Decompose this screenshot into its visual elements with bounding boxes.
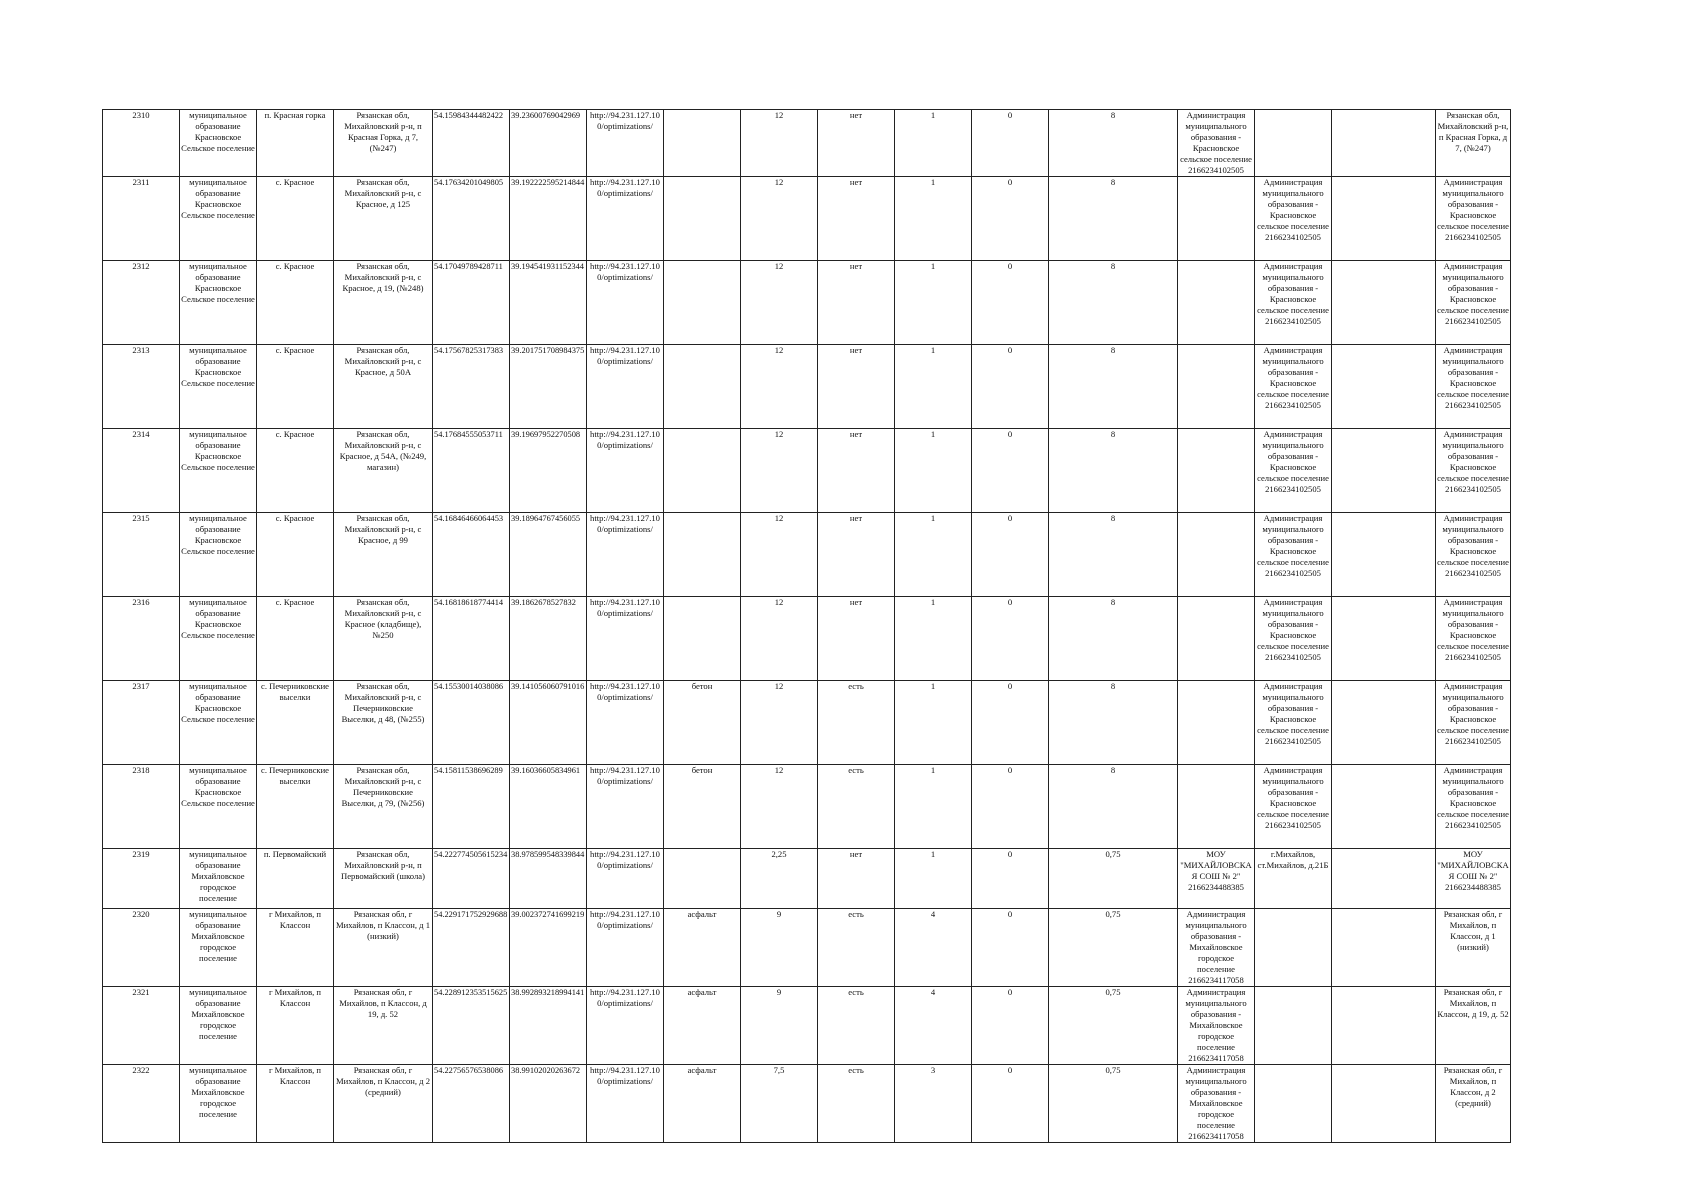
cell-id: 2320 bbox=[103, 909, 180, 987]
cell-url: http://94.231.127.100/optimizations/ bbox=[587, 681, 664, 765]
cell-settlement: с. Красное bbox=[257, 597, 334, 681]
cell-address: Рязанская обл, Михайловский р-н, с Печерниковские Выселки, д 79, (№256) bbox=[334, 765, 433, 849]
cell-latitude: 54.17634201049805 bbox=[433, 177, 510, 261]
cell-count-3: 0,75 bbox=[1049, 849, 1178, 909]
cell-organization: Администрация муниципального образования - Красновское сельское поселение 2166234102505 bbox=[1255, 345, 1332, 429]
cell-count-3: 8 bbox=[1049, 765, 1178, 849]
cell-count-2: 0 bbox=[972, 597, 1049, 681]
cell-settlement: с. Красное bbox=[257, 177, 334, 261]
cell-url: http://94.231.127.100/optimizations/ bbox=[587, 765, 664, 849]
table-row bbox=[103, 513, 1511, 597]
cell-count-2: 0 bbox=[972, 177, 1049, 261]
cell-count-3: 8 bbox=[1049, 513, 1178, 597]
cell-longitude: 39.19697952270508 bbox=[510, 429, 587, 513]
cell-cover bbox=[664, 110, 741, 177]
cell-settlement: с. Красное bbox=[257, 429, 334, 513]
cell-fence: нет bbox=[818, 177, 895, 261]
cell-url: http://94.231.127.100/optimizations/ bbox=[587, 597, 664, 681]
cell-id: 2314 bbox=[103, 429, 180, 513]
cell-area: 12 bbox=[741, 345, 818, 429]
cell-area: 12 bbox=[741, 429, 818, 513]
cell-organization: Администрация муниципального образования - Красновское сельское поселение 2166234102505 bbox=[1255, 261, 1332, 345]
cell-organization: Администрация муниципального образования - Красновское сельское поселение 2166234102505 bbox=[1255, 513, 1332, 597]
cell-address: Рязанская обл, г Михайлов, п Классон, д 19, д. 52 bbox=[334, 987, 433, 1065]
cell-area: 12 bbox=[741, 110, 818, 177]
table-row bbox=[103, 345, 1511, 429]
cell-count-2: 0 bbox=[972, 513, 1049, 597]
cell-extra bbox=[1332, 597, 1436, 681]
cell-count-2: 0 bbox=[972, 429, 1049, 513]
cell-settlement: с. Красное bbox=[257, 513, 334, 597]
cell-source: Администрация муниципального образования - Красновское сельское поселение 2166234102505 bbox=[1436, 513, 1511, 597]
table-row bbox=[103, 177, 1511, 261]
cell-extra bbox=[1332, 849, 1436, 909]
cell-settlement: с. Печерниковские выселки bbox=[257, 681, 334, 765]
cell-address: Рязанская обл, Михайловский р-н, с Красное, д 54А, (№249, магазин) bbox=[334, 429, 433, 513]
cell-extra bbox=[1332, 177, 1436, 261]
cell-owner bbox=[1178, 597, 1255, 681]
cell-settlement: г Михайлов, п Классон bbox=[257, 909, 334, 987]
cell-extra bbox=[1332, 429, 1436, 513]
cell-fence: нет bbox=[818, 597, 895, 681]
cell-latitude: 54.229171752929688 bbox=[433, 909, 510, 987]
cell-organization: Администрация муниципального образования - Красновское сельское поселение 2166234102505 bbox=[1255, 177, 1332, 261]
cell-fence: нет bbox=[818, 849, 895, 909]
table-body bbox=[103, 110, 1511, 1143]
cell-settlement: с. Красное bbox=[257, 261, 334, 345]
cell-address: Рязанская обл, г Михайлов, п Классон, д 2 (средний) bbox=[334, 1065, 433, 1143]
cell-source: МОУ "МИХАЙЛОВСКАЯ СОШ № 2" 2166234488385 bbox=[1436, 849, 1511, 909]
cell-organization bbox=[1255, 909, 1332, 987]
cell-latitude: 54.15811538696289 bbox=[433, 765, 510, 849]
cell-extra bbox=[1332, 987, 1436, 1065]
cell-municipality: муниципальное образование Красновское Сельское поселение bbox=[180, 345, 257, 429]
cell-count-3: 8 bbox=[1049, 261, 1178, 345]
cell-url: http://94.231.127.100/optimizations/ bbox=[587, 261, 664, 345]
cell-extra bbox=[1332, 681, 1436, 765]
cell-longitude: 38.978599548339844 bbox=[510, 849, 587, 909]
cell-cover: асфальт bbox=[664, 987, 741, 1065]
cell-owner: Администрация муниципального образования - Михайловское городское поселение 2166234117058 bbox=[1178, 1065, 1255, 1143]
cell-organization bbox=[1255, 110, 1332, 177]
table-row bbox=[103, 1065, 1511, 1143]
cell-id: 2317 bbox=[103, 681, 180, 765]
cell-fence: нет bbox=[818, 110, 895, 177]
cell-owner: Администрация муниципального образования - Красновское сельское поселение 2166234102505 bbox=[1178, 110, 1255, 177]
cell-address: Рязанская обл, Михайловский р-н, с Печерниковские Выселки, д 48, (№255) bbox=[334, 681, 433, 765]
cell-address: Рязанская обл, Михайловский р-н, п Первомайский (школа) bbox=[334, 849, 433, 909]
cell-address: Рязанская обл, Михайловский р-н, с Красное, д 99 bbox=[334, 513, 433, 597]
cell-settlement: с. Красное bbox=[257, 345, 334, 429]
cell-organization: Администрация муниципального образования - Красновское сельское поселение 2166234102505 bbox=[1255, 429, 1332, 513]
cell-count-3: 8 bbox=[1049, 429, 1178, 513]
cell-municipality: муниципальное образование Красновское Сельское поселение bbox=[180, 597, 257, 681]
cell-count-3: 8 bbox=[1049, 597, 1178, 681]
cell-owner: Администрация муниципального образования - Михайловское городское поселение 2166234117058 bbox=[1178, 987, 1255, 1065]
cell-municipality: муниципальное образование Михайловское городское поселение bbox=[180, 1065, 257, 1143]
cell-source: Администрация муниципального образования - Красновское сельское поселение 2166234102505 bbox=[1436, 681, 1511, 765]
cell-id: 2315 bbox=[103, 513, 180, 597]
cell-count-1: 1 bbox=[895, 681, 972, 765]
cell-municipality: муниципальное образование Красновское Сельское поселение bbox=[180, 765, 257, 849]
cell-count-1: 1 bbox=[895, 110, 972, 177]
cell-longitude: 39.194541931152344 bbox=[510, 261, 587, 345]
cell-owner bbox=[1178, 261, 1255, 345]
cell-source: Рязанская обл, г Михайлов, п Классон, д 2 (средний) bbox=[1436, 1065, 1511, 1143]
cell-fence: есть bbox=[818, 909, 895, 987]
cell-settlement: п. Первомайский bbox=[257, 849, 334, 909]
cell-longitude: 38.992893218994141 bbox=[510, 987, 587, 1065]
cell-id: 2313 bbox=[103, 345, 180, 429]
cell-count-1: 1 bbox=[895, 597, 972, 681]
cell-count-1: 1 bbox=[895, 765, 972, 849]
cell-latitude: 54.16818618774414 bbox=[433, 597, 510, 681]
cell-id: 2312 bbox=[103, 261, 180, 345]
cell-count-1: 1 bbox=[895, 261, 972, 345]
cell-owner bbox=[1178, 513, 1255, 597]
cell-address: Рязанская обл, Михайловский р-н, п Красная Горка, д 7, (№247) bbox=[334, 110, 433, 177]
cell-owner bbox=[1178, 345, 1255, 429]
cell-longitude: 39.1862678527832 bbox=[510, 597, 587, 681]
cell-url: http://94.231.127.100/optimizations/ bbox=[587, 1065, 664, 1143]
cell-settlement: г Михайлов, п Классон bbox=[257, 1065, 334, 1143]
cell-area: 9 bbox=[741, 987, 818, 1065]
cell-id: 2310 bbox=[103, 110, 180, 177]
cell-count-2: 0 bbox=[972, 849, 1049, 909]
cell-extra bbox=[1332, 261, 1436, 345]
cell-extra bbox=[1332, 1065, 1436, 1143]
cell-latitude: 54.17684555053711 bbox=[433, 429, 510, 513]
cell-fence: есть bbox=[818, 1065, 895, 1143]
cell-longitude: 38.99102020263672 bbox=[510, 1065, 587, 1143]
cell-source: Рязанская обл, Михайловский р-н, п Красная Горка, д 7, (№247) bbox=[1436, 110, 1511, 177]
cell-id: 2316 bbox=[103, 597, 180, 681]
cell-organization bbox=[1255, 987, 1332, 1065]
cell-source: Администрация муниципального образования - Красновское сельское поселение 2166234102505 bbox=[1436, 765, 1511, 849]
cell-extra bbox=[1332, 110, 1436, 177]
cell-organization: Администрация муниципального образования - Красновское сельское поселение 2166234102505 bbox=[1255, 597, 1332, 681]
cell-url: http://94.231.127.100/optimizations/ bbox=[587, 987, 664, 1065]
document-sheet bbox=[102, 109, 1511, 1143]
cell-area: 12 bbox=[741, 597, 818, 681]
cell-count-3: 8 bbox=[1049, 345, 1178, 429]
cell-area: 12 bbox=[741, 513, 818, 597]
registry-table bbox=[102, 109, 1511, 1143]
cell-id: 2318 bbox=[103, 765, 180, 849]
cell-fence: нет bbox=[818, 513, 895, 597]
cell-count-2: 0 bbox=[972, 987, 1049, 1065]
cell-address: Рязанская обл, Михайловский р-н, с Красное, д 125 bbox=[334, 177, 433, 261]
cell-latitude: 54.22756576538086 bbox=[433, 1065, 510, 1143]
cell-latitude: 54.228912353515625 bbox=[433, 987, 510, 1065]
cell-fence: нет bbox=[818, 429, 895, 513]
cell-count-1: 4 bbox=[895, 909, 972, 987]
cell-count-1: 4 bbox=[895, 987, 972, 1065]
cell-cover bbox=[664, 849, 741, 909]
cell-count-2: 0 bbox=[972, 261, 1049, 345]
cell-municipality: муниципальное образование Красновское Сельское поселение bbox=[180, 429, 257, 513]
table-row bbox=[103, 429, 1511, 513]
cell-count-3: 8 bbox=[1049, 177, 1178, 261]
cell-source: Рязанская обл, г Михайлов, п Классон, д 19, д. 52 bbox=[1436, 987, 1511, 1065]
cell-id: 2311 bbox=[103, 177, 180, 261]
table-row bbox=[103, 987, 1511, 1065]
cell-url: http://94.231.127.100/optimizations/ bbox=[587, 513, 664, 597]
cell-owner: МОУ "МИХАЙЛОВСКАЯ СОШ № 2" 2166234488385 bbox=[1178, 849, 1255, 909]
cell-id: 2322 bbox=[103, 1065, 180, 1143]
cell-owner bbox=[1178, 681, 1255, 765]
cell-source: Администрация муниципального образования - Красновское сельское поселение 2166234102505 bbox=[1436, 597, 1511, 681]
cell-municipality: муниципальное образование Красновское Сельское поселение bbox=[180, 681, 257, 765]
cell-longitude: 39.141056060791016 bbox=[510, 681, 587, 765]
cell-source: Администрация муниципального образования - Красновское сельское поселение 2166234102505 bbox=[1436, 345, 1511, 429]
cell-id: 2319 bbox=[103, 849, 180, 909]
cell-count-2: 0 bbox=[972, 1065, 1049, 1143]
cell-latitude: 54.15530014038086 bbox=[433, 681, 510, 765]
cell-count-2: 0 bbox=[972, 345, 1049, 429]
cell-count-3: 0,75 bbox=[1049, 987, 1178, 1065]
cell-area: 12 bbox=[741, 765, 818, 849]
cell-source: Рязанская обл, г Михайлов, п Классон, д 1 (низкий) bbox=[1436, 909, 1511, 987]
cell-cover bbox=[664, 261, 741, 345]
cell-longitude: 39.23600769042969 bbox=[510, 110, 587, 177]
table-row bbox=[103, 261, 1511, 345]
cell-count-1: 1 bbox=[895, 849, 972, 909]
cell-owner bbox=[1178, 765, 1255, 849]
cell-count-2: 0 bbox=[972, 909, 1049, 987]
cell-longitude: 39.192222595214844 bbox=[510, 177, 587, 261]
cell-url: http://94.231.127.100/optimizations/ bbox=[587, 345, 664, 429]
cell-count-3: 0,75 bbox=[1049, 1065, 1178, 1143]
cell-source: Администрация муниципального образования - Красновское сельское поселение 2166234102505 bbox=[1436, 177, 1511, 261]
cell-municipality: муниципальное образование Красновское Сельское поселение bbox=[180, 177, 257, 261]
cell-latitude: 54.16846466064453 bbox=[433, 513, 510, 597]
cell-organization: г.Михайлов, ст.Михайлов, д.21Б bbox=[1255, 849, 1332, 909]
cell-municipality: муниципальное образование Красновское Сельское поселение bbox=[180, 110, 257, 177]
cell-count-3: 8 bbox=[1049, 110, 1178, 177]
cell-count-2: 0 bbox=[972, 765, 1049, 849]
cell-address: Рязанская обл, Михайловский р-н, с Красное (кладбище), №250 bbox=[334, 597, 433, 681]
cell-owner: Администрация муниципального образования - Михайловское городское поселение 2166234117058 bbox=[1178, 909, 1255, 987]
cell-cover bbox=[664, 513, 741, 597]
cell-cover bbox=[664, 345, 741, 429]
cell-municipality: муниципальное образование Красновское Сельское поселение bbox=[180, 261, 257, 345]
cell-cover: бетон bbox=[664, 681, 741, 765]
table-row bbox=[103, 597, 1511, 681]
cell-source: Администрация муниципального образования - Красновское сельское поселение 2166234102505 bbox=[1436, 261, 1511, 345]
table-row bbox=[103, 681, 1511, 765]
cell-longitude: 39.201751708984375 bbox=[510, 345, 587, 429]
cell-extra bbox=[1332, 345, 1436, 429]
cell-settlement: г Михайлов, п Классон bbox=[257, 987, 334, 1065]
cell-url: http://94.231.127.100/optimizations/ bbox=[587, 110, 664, 177]
cell-url: http://94.231.127.100/optimizations/ bbox=[587, 909, 664, 987]
cell-fence: нет bbox=[818, 345, 895, 429]
cell-address: Рязанская обл, Михайловский р-н, с Красное, д 19, (№248) bbox=[334, 261, 433, 345]
cell-count-1: 3 bbox=[895, 1065, 972, 1143]
cell-count-1: 1 bbox=[895, 513, 972, 597]
cell-extra bbox=[1332, 765, 1436, 849]
cell-owner bbox=[1178, 429, 1255, 513]
cell-id: 2321 bbox=[103, 987, 180, 1065]
cell-fence: есть bbox=[818, 987, 895, 1065]
cell-count-2: 0 bbox=[972, 681, 1049, 765]
cell-municipality: муниципальное образование Михайловское городское поселение bbox=[180, 849, 257, 909]
cell-area: 12 bbox=[741, 177, 818, 261]
cell-owner bbox=[1178, 177, 1255, 261]
cell-settlement: п. Красная горка bbox=[257, 110, 334, 177]
cell-area: 7,5 bbox=[741, 1065, 818, 1143]
cell-area: 2,25 bbox=[741, 849, 818, 909]
cell-fence: есть bbox=[818, 681, 895, 765]
cell-organization: Администрация муниципального образования - Красновское сельское поселение 2166234102505 bbox=[1255, 765, 1332, 849]
cell-longitude: 39.18964767456055 bbox=[510, 513, 587, 597]
cell-url: http://94.231.127.100/optimizations/ bbox=[587, 177, 664, 261]
cell-latitude: 54.222774505615234 bbox=[433, 849, 510, 909]
cell-municipality: муниципальное образование Михайловское городское поселение bbox=[180, 909, 257, 987]
cell-cover: асфальт bbox=[664, 909, 741, 987]
cell-latitude: 54.17049789428711 bbox=[433, 261, 510, 345]
cell-url: http://94.231.127.100/optimizations/ bbox=[587, 849, 664, 909]
cell-latitude: 54.15984344482422 bbox=[433, 110, 510, 177]
cell-settlement: с. Печерниковские выселки bbox=[257, 765, 334, 849]
cell-extra bbox=[1332, 513, 1436, 597]
cell-source: Администрация муниципального образования - Красновское сельское поселение 2166234102505 bbox=[1436, 429, 1511, 513]
cell-area: 12 bbox=[741, 261, 818, 345]
cell-cover: бетон bbox=[664, 765, 741, 849]
cell-organization: Администрация муниципального образования - Красновское сельское поселение 2166234102505 bbox=[1255, 681, 1332, 765]
cell-longitude: 39.002372741699219 bbox=[510, 909, 587, 987]
cell-longitude: 39.16036605834961 bbox=[510, 765, 587, 849]
cell-count-3: 8 bbox=[1049, 681, 1178, 765]
cell-organization bbox=[1255, 1065, 1332, 1143]
cell-municipality: муниципальное образование Михайловское городское поселение bbox=[180, 987, 257, 1065]
table-row bbox=[103, 110, 1511, 177]
cell-area: 9 bbox=[741, 909, 818, 987]
cell-count-3: 0,75 bbox=[1049, 909, 1178, 987]
cell-area: 12 bbox=[741, 681, 818, 765]
cell-count-1: 1 bbox=[895, 177, 972, 261]
table-row bbox=[103, 849, 1511, 909]
cell-cover bbox=[664, 597, 741, 681]
cell-fence: есть bbox=[818, 765, 895, 849]
cell-address: Рязанская обл, Михайловский р-н, с Красное, д 50А bbox=[334, 345, 433, 429]
cell-url: http://94.231.127.100/optimizations/ bbox=[587, 429, 664, 513]
cell-cover bbox=[664, 177, 741, 261]
cell-cover: асфальт bbox=[664, 1065, 741, 1143]
table-row bbox=[103, 909, 1511, 987]
cell-cover bbox=[664, 429, 741, 513]
table-row bbox=[103, 765, 1511, 849]
cell-count-1: 1 bbox=[895, 429, 972, 513]
cell-count-2: 0 bbox=[972, 110, 1049, 177]
cell-latitude: 54.17567825317383 bbox=[433, 345, 510, 429]
cell-extra bbox=[1332, 909, 1436, 987]
cell-fence: нет bbox=[818, 261, 895, 345]
cell-count-1: 1 bbox=[895, 345, 972, 429]
cell-address: Рязанская обл, г Михайлов, п Классон, д 1 (низкий) bbox=[334, 909, 433, 987]
cell-municipality: муниципальное образование Красновское Сельское поселение bbox=[180, 513, 257, 597]
